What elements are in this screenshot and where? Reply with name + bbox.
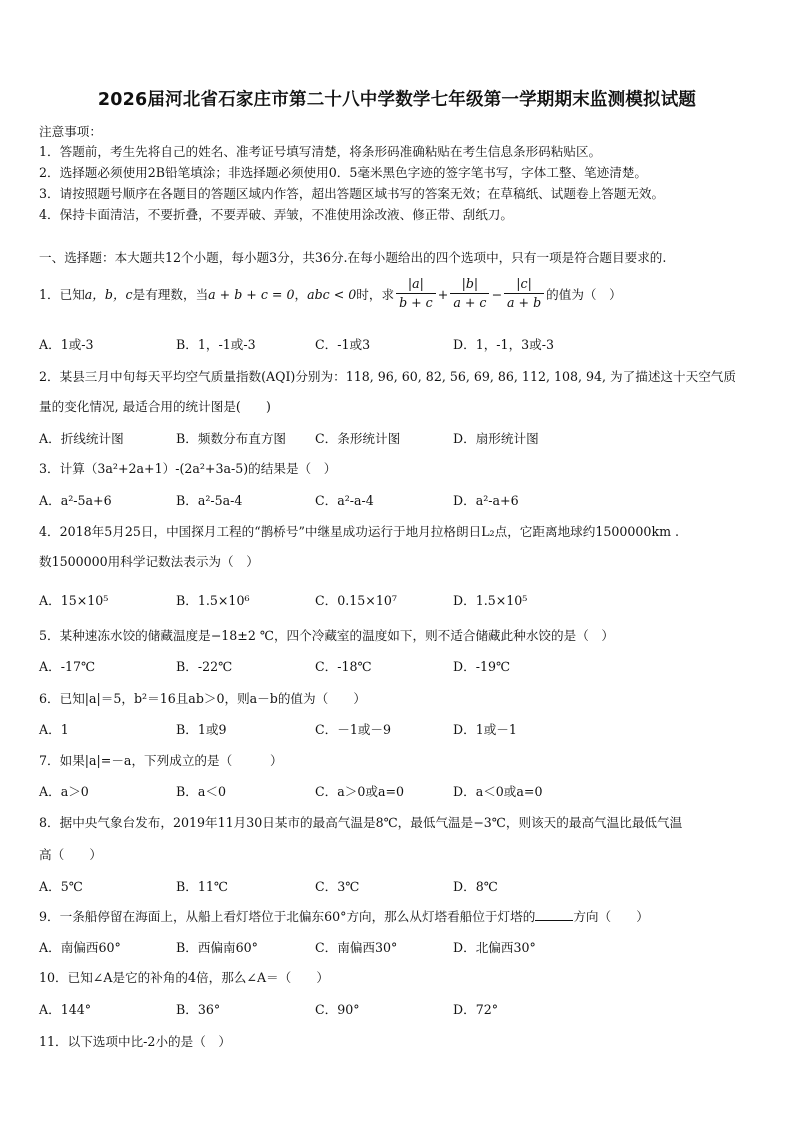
q9-text-a: 9．一条船停留在海面上，从船上看灯塔位于北偏东60°方向，那么从灯塔看船位于灯塔的 [39, 909, 536, 924]
q8-option-c[interactable]: C．3℃ [315, 879, 360, 894]
notice-item-4: 4．保持卡面清洁，不要折叠，不要弄破、弄皱，不准使用涂改液、修正带、刮纸刀。 [39, 207, 513, 222]
q1-text-b: 是有理数，当 [132, 287, 209, 302]
notice-heading: 注意事项： [39, 124, 102, 139]
question-3-stem: 3．计算（3a²+2a+1）-(2a²+3a-5)的结果是（ ） [39, 461, 337, 476]
q1-minus: − [491, 287, 502, 302]
q1-cond1: a + b + c = 0 [208, 287, 295, 302]
q5-option-b[interactable]: B．-22℃ [176, 659, 233, 674]
q8-option-b[interactable]: B．11℃ [176, 879, 228, 894]
q9-text-b: 方向（ ） [573, 909, 649, 924]
q1-text-c: 时，求 [356, 287, 395, 302]
q9-option-a[interactable]: A．南偏西60° [39, 940, 121, 955]
q5-option-c[interactable]: C．-18℃ [315, 659, 372, 674]
notice-item-1: 1．答题前，考生先将自己的姓名、准考证号填写清楚，将条形码准确粘贴在考生信息条形码粘贴区。 [39, 144, 602, 159]
q8-option-d[interactable]: D．8℃ [453, 879, 498, 894]
q1-option-a[interactable]: A．1或-3 [39, 337, 94, 352]
question-1-stem: 1．已知a，b，c是有理数，当a + b + c = 0，abc < 0时，求 $\frac{|a|}{b + c}$ + $\frac{|b|}{a + c}$ − $\frac{|c|}{a + b}$ 的值为（ ） [39, 276, 622, 310]
q5-option-a[interactable]: A．-17℃ [39, 659, 96, 674]
q7-option-c[interactable]: C．a＞0或a=0 [315, 784, 405, 799]
q2-option-d[interactable]: D．扇形统计图 [453, 431, 539, 446]
q1-frac2-num: |b| [450, 275, 489, 294]
q7-option-a[interactable]: A．a＞0 [39, 784, 89, 799]
q1-fraction-2 [450, 275, 489, 312]
q3-option-c[interactable]: C．a²-a-4 [315, 493, 374, 508]
q1-frac2-den: a + c [453, 295, 487, 310]
q2-option-a[interactable]: A．折线统计图 [39, 431, 124, 446]
q3-option-a[interactable]: A．a²-5a+6 [39, 493, 112, 508]
question-4-line-2: 数1500000用科学记数法表示为（ ） [39, 554, 259, 569]
q10-option-d[interactable]: D．72° [453, 1002, 499, 1017]
q2-option-c[interactable]: C．条形统计图 [315, 431, 401, 446]
q7-option-d[interactable]: D．a＜0或a=0 [453, 784, 543, 799]
question-2-line-2: 量的变化情况, 最适合用的统计图是( ) [39, 399, 271, 414]
q1-option-c[interactable]: C．-1或3 [315, 337, 371, 352]
q1-option-b[interactable]: B．1，-1或-3 [176, 337, 256, 352]
question-8-line-2: 高（ ） [39, 847, 102, 862]
q9-option-b[interactable]: B．西偏南60° [176, 940, 258, 955]
q4-option-a[interactable]: A．15×10⁵ [39, 593, 109, 608]
q9-answer-blank[interactable] [535, 908, 573, 921]
notice-item-2: 2．选择题必须使用2B铅笔填涂；非选择题必须使用0．5毫米黑色字迹的签字笔书写，字体工整、笔迹清楚。 [39, 165, 648, 180]
q1-frac1-den: b + c [399, 295, 433, 310]
question-5-stem: 5．某种速冻水饺的储藏温度是−18±2 ℃，四个冷藏室的温度如下，则不适合储藏此种水饺的是（ ） [39, 628, 614, 643]
section-heading: 一、选择题：本大题共12个小题，每小题3分，共36分.在每小题给出的四个选项中，只有一项是符合题目要求的. [39, 250, 667, 265]
q7-option-b[interactable]: B．a＜0 [176, 784, 226, 799]
q5-option-d[interactable]: D．-19℃ [453, 659, 511, 674]
q6-option-c[interactable]: C．－1或－9 [315, 722, 392, 737]
q1-text-d: 的值为（ ） [546, 287, 622, 302]
q1-vars: a，b，c [84, 287, 133, 302]
q9-option-c[interactable]: C．南偏西30° [315, 940, 398, 955]
question-11-stem: 11．以下选项中比-2小的是（ ） [39, 1034, 232, 1049]
q1-fraction-3 [504, 275, 544, 312]
q1-frac3-den: a + b [507, 295, 542, 310]
q10-option-a[interactable]: A．144° [39, 1002, 92, 1017]
q4-option-c[interactable]: C．0.15×10⁷ [315, 593, 397, 608]
q1-plus: + [437, 287, 449, 302]
q1-frac3-num: |c| [504, 275, 544, 294]
q1-option-d[interactable]: D．1，-1，3或-3 [453, 337, 555, 352]
q6-option-b[interactable]: B．1或9 [176, 722, 227, 737]
question-9-stem [39, 906, 758, 925]
q1-frac1-num: |a| [396, 275, 436, 294]
q8-option-a[interactable]: A．5℃ [39, 879, 83, 894]
page-title: 2026届河北省石家庄市第二十八中学数学七年级第一学期期末监测模拟试题 [97, 90, 697, 110]
question-2-line-1: 2．某县三月中旬每天平均空气质量指数(AQI)分别为：118, 96, 60, 82, 56, 69, 86, 112, 108, 94, 为了描述这十天空气质 [39, 369, 736, 384]
q10-option-c[interactable]: C．90° [315, 1002, 360, 1017]
question-8-line-1: 8．据中央气象台发布，2019年11月30日某市的最高气温是8℃，最低气温是−3℃，则该天的最高气温比最低气温 [39, 815, 683, 830]
q3-option-b[interactable]: B．a²-5a-4 [176, 493, 243, 508]
q3-option-d[interactable]: D．a²-a+6 [453, 493, 519, 508]
question-6-stem: 6．已知|a|＝5，b²＝16且ab＞0，则a－b的值为（ ） [39, 691, 366, 706]
q4-option-b[interactable]: B．1.5×10⁶ [176, 593, 250, 608]
q1-cond2: abc < 0 [307, 287, 357, 302]
q6-option-a[interactable]: A．1 [39, 722, 69, 737]
question-4-line-1: 4．2018年5月25日，中国探月工程的“鹊桥号”中继星成功运行于地月拉格朗日L₂点，它距离地球约1500000km . [39, 524, 680, 539]
notice-item-3: 3．请按照题号顺序在各题目的答题区域内作答，超出答题区域书写的答案无效；在草稿纸、试题卷上答题无效。 [39, 186, 665, 201]
q10-option-b[interactable]: B．36° [176, 1002, 221, 1017]
question-10-stem: 10．已知∠A是它的补角的4倍，那么∠A＝（ ） [39, 970, 330, 985]
q1-text-a: 1．已知 [39, 287, 85, 302]
question-7-stem: 7．如果|a|=－a，下列成立的是（ ） [39, 753, 283, 768]
q1-fraction-1 [396, 275, 436, 312]
q2-option-b[interactable]: B．频数分布直方图 [176, 431, 287, 446]
q6-option-d[interactable]: D．1或－1 [453, 722, 517, 737]
q9-option-d[interactable]: D．北偏西30° [453, 940, 536, 955]
q4-option-d[interactable]: D．1.5×10⁵ [453, 593, 528, 608]
